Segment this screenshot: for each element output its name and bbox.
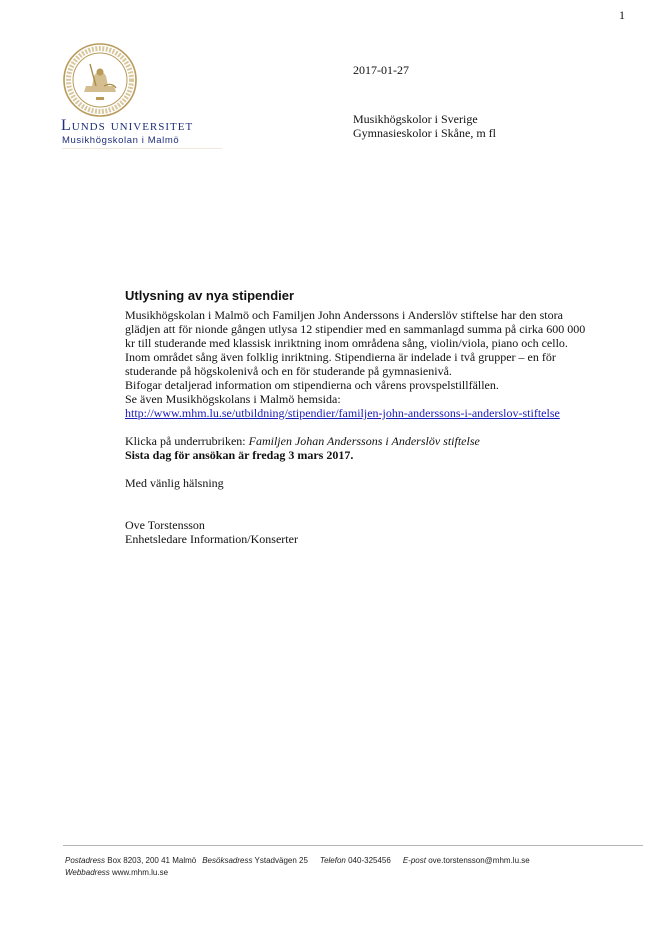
school-name: Musikhögskolan i Malmö <box>62 135 180 146</box>
signer-name: Ove Torstensson <box>125 518 205 532</box>
recipient-line: Musikhögskolor i Sverige <box>353 112 478 126</box>
stipend-link[interactable]: http://www.mhm.lu.se/utbildning/stipendier/familjen-john-anderssons-i-anderslov-stiftelse <box>125 406 560 420</box>
signer-title: Enhetsledare Information/Konserter <box>125 532 298 546</box>
subheading-name: Familjen Johan Anderssons i Anderslöv stiftelse <box>248 434 480 448</box>
closing: Med vänlig hälsning <box>125 476 224 490</box>
phone-value: 040-325456 <box>348 856 391 865</box>
recipients <box>353 112 496 140</box>
letter-heading: Utlysning av nya stipendier <box>125 288 295 303</box>
click-instruction <box>125 434 595 448</box>
deadline <box>125 448 595 462</box>
university-seal-icon <box>62 42 138 118</box>
page-number: 1 <box>619 8 625 22</box>
visit-value: Ystadvägen 25 <box>254 856 308 865</box>
announcement-paragraph: Musikhögskolan i Malmö och Familjen John Anderssons i Anderslöv stiftelse har den stora glädjen att för nionde gången utlysa 12 stipendier med en sammanlagd summa på cirka 600 000 kr till studerande med klassisk inriktning inom områdena sång, violin/viola, piano och cello. Inom området sång även folklig inriktning. Stipendierna är indelade i två grupper – en för studerande på högskolenivå och en för studerande på gymnasienivå. <box>125 308 586 378</box>
click-instruction-prefix: Klicka på underrubriken: <box>125 434 249 448</box>
postal-label: Postadress <box>65 856 106 865</box>
email-label: E-post <box>402 856 426 865</box>
footer-divider <box>63 845 643 846</box>
phone-label: Telefon <box>319 856 346 865</box>
website-reference: Se även Musikhögskolans i Malmö hemsida: <box>125 392 341 406</box>
email-value: ove.torstensson@mhm.lu.se <box>428 856 530 865</box>
deadline-text: Sista dag för ansökan är fredag 3 mars 2017. <box>125 448 354 462</box>
visit-label: Besöksadress <box>202 856 253 865</box>
postal-value: Box 8203, 200 41 Malmö <box>107 856 197 865</box>
footer-line-1 <box>65 855 530 867</box>
web-value: www.mhm.lu.se <box>112 868 169 877</box>
footer <box>65 855 530 879</box>
attachment-note: Bifogar detaljerad information om stipendierna och vårens provspelstillfällen. <box>125 378 499 392</box>
web-label: Webbadress <box>65 868 110 877</box>
logo-divider <box>62 148 222 149</box>
footer-line-2 <box>65 867 530 879</box>
university-name: Lunds universitet <box>61 117 194 134</box>
recipient-line: Gymnasieskolor i Skåne, m fl <box>353 126 496 140</box>
letter-date: 2017-01-27 <box>353 63 409 77</box>
letter-body <box>125 288 595 546</box>
